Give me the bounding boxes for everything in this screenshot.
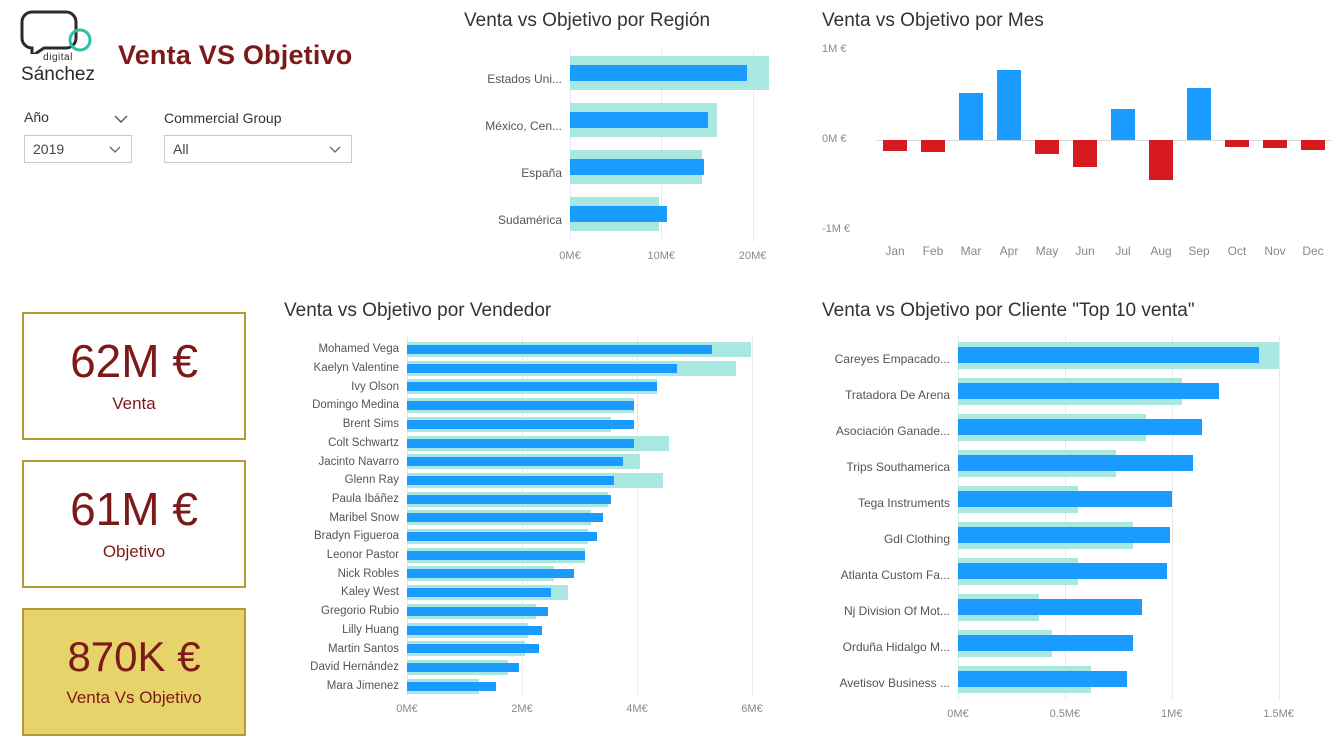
bar-variance-aug[interactable] bbox=[1149, 140, 1173, 180]
category-label: Paula Ibáñez bbox=[331, 492, 399, 505]
kpi-objetivo-value: 61M € bbox=[70, 483, 198, 535]
brand-name: Sánchez bbox=[21, 64, 95, 85]
bar-venta[interactable] bbox=[570, 159, 704, 175]
bar-venta[interactable] bbox=[407, 644, 539, 653]
axis-tick-label: Dec bbox=[1302, 244, 1324, 258]
category-label: Glenn Ray bbox=[344, 474, 399, 487]
gridline bbox=[1279, 336, 1280, 700]
kpi-venta-vs-objetivo-value: 870K € bbox=[67, 633, 201, 680]
axis-tick-label: -1M € bbox=[822, 223, 851, 235]
category-label: Kaelyn Valentine bbox=[313, 362, 399, 375]
bar-variance-dec[interactable] bbox=[1301, 140, 1325, 150]
chart-vendedor-plot bbox=[262, 330, 810, 742]
category-label: Jacinto Navarro bbox=[318, 455, 399, 468]
axis-tick-label: 1M € bbox=[822, 43, 847, 55]
bar-venta[interactable] bbox=[407, 532, 597, 541]
category-label: Orduña Hidalgo M... bbox=[842, 640, 950, 654]
bar-venta[interactable] bbox=[407, 476, 614, 485]
chart-region bbox=[430, 0, 810, 280]
bar-variance-jul[interactable] bbox=[1111, 109, 1135, 141]
brand-logo bbox=[10, 6, 106, 92]
category-label: Brent Sims bbox=[342, 418, 399, 431]
category-label: Estados Uni... bbox=[487, 71, 562, 86]
axis-tick-label: Jan bbox=[885, 244, 905, 258]
bar-venta[interactable] bbox=[407, 495, 611, 504]
chart-cliente-title: Venta vs Objetivo por Cliente "Top 10 venta" bbox=[822, 300, 1195, 321]
category-label: David Hernández bbox=[310, 661, 399, 674]
bar-venta[interactable] bbox=[407, 401, 634, 410]
category-label: Gdl Clothing bbox=[883, 532, 950, 546]
axis-tick-label: May bbox=[1035, 244, 1059, 258]
axis-tick-label: Apr bbox=[999, 244, 1019, 258]
commercial-group-slicer-value: All bbox=[173, 141, 189, 157]
kpi-objetivo-label: Objetivo bbox=[102, 542, 166, 561]
axis-tick-label: 4M€ bbox=[626, 703, 648, 716]
kpi-objetivo bbox=[22, 460, 246, 588]
bar-venta[interactable] bbox=[958, 455, 1193, 471]
bar-venta[interactable] bbox=[407, 457, 623, 466]
category-label: Tega Instruments bbox=[857, 496, 950, 510]
category-label: Leonor Pastor bbox=[326, 549, 399, 562]
bar-venta[interactable] bbox=[407, 364, 677, 373]
axis-tick-label: Sep bbox=[1188, 244, 1210, 258]
year-slicer[interactable] bbox=[24, 135, 132, 163]
category-label: Lilly Huang bbox=[342, 623, 399, 636]
bar-variance-jun[interactable] bbox=[1073, 140, 1097, 167]
commercial-group-slicer-label: Commercial Group bbox=[164, 110, 282, 126]
category-label: Mohamed Vega bbox=[318, 343, 399, 356]
axis-tick-label: 1.5M€ bbox=[1263, 708, 1294, 720]
bar-variance-jan[interactable] bbox=[883, 140, 907, 151]
bar-variance-mar[interactable] bbox=[959, 93, 983, 140]
category-label: Tratadora De Arena bbox=[845, 388, 950, 402]
bar-venta[interactable] bbox=[958, 563, 1167, 579]
category-label: Maribel Snow bbox=[329, 511, 399, 524]
axis-tick-label: 0M€ bbox=[396, 703, 418, 716]
bar-venta[interactable] bbox=[407, 626, 542, 635]
bar-venta[interactable] bbox=[407, 588, 551, 597]
category-label: Trips Southamerica bbox=[846, 460, 950, 474]
axis-tick-label: Feb bbox=[922, 244, 944, 258]
bar-venta[interactable] bbox=[407, 569, 574, 578]
year-slicer-label: Año bbox=[24, 109, 49, 125]
bar-venta[interactable] bbox=[958, 383, 1219, 399]
category-label: Careyes Empacado... bbox=[834, 352, 950, 366]
year-slicer-value: 2019 bbox=[33, 141, 65, 157]
category-label: España bbox=[521, 165, 562, 180]
brand-sub: digital bbox=[43, 52, 73, 63]
bar-venta[interactable] bbox=[958, 527, 1170, 543]
bar-venta[interactable] bbox=[407, 382, 657, 391]
bar-venta[interactable] bbox=[958, 671, 1127, 687]
chart-cliente-plot bbox=[818, 330, 1340, 742]
bar-venta[interactable] bbox=[570, 206, 667, 222]
chart-month-plot bbox=[818, 40, 1340, 280]
chevron-down-icon bbox=[107, 141, 123, 157]
gridline bbox=[752, 336, 753, 695]
chart-region-title: Venta vs Objetivo por Región bbox=[464, 10, 711, 31]
speech-bubble-logo-icon bbox=[10, 6, 106, 54]
bar-venta[interactable] bbox=[958, 599, 1142, 615]
category-label: Colt Schwartz bbox=[328, 436, 399, 449]
axis-tick-label: 1M€ bbox=[1161, 708, 1183, 720]
chart-cliente bbox=[818, 292, 1340, 752]
bar-variance-feb[interactable] bbox=[921, 140, 945, 152]
category-label: Atlanta Custom Fa... bbox=[840, 568, 950, 582]
category-label: Avetisov Business ... bbox=[839, 676, 950, 690]
page-title: Venta VS Objetivo bbox=[118, 40, 353, 70]
bar-variance-oct[interactable] bbox=[1225, 140, 1249, 147]
axis-tick-label: 0M € bbox=[822, 133, 847, 145]
category-label: Ivy Olson bbox=[351, 380, 399, 393]
category-label: Bradyn Figueroa bbox=[313, 530, 399, 543]
year-slicer-chevron-down-icon[interactable] bbox=[110, 108, 132, 130]
bar-venta[interactable] bbox=[570, 65, 747, 81]
kpi-venta-value: 62M € bbox=[70, 335, 198, 387]
bar-variance-sep[interactable] bbox=[1187, 88, 1211, 140]
chart-month bbox=[818, 0, 1340, 280]
axis-tick-label: 0M€ bbox=[947, 708, 969, 720]
bar-venta[interactable] bbox=[407, 551, 585, 560]
bar-venta[interactable] bbox=[407, 345, 712, 354]
bar-venta[interactable] bbox=[407, 420, 634, 429]
category-label: Asociación Ganade... bbox=[835, 424, 950, 438]
axis-tick-label: Mar bbox=[960, 244, 982, 258]
chart-month-title: Venta vs Objetivo por Mes bbox=[822, 10, 1044, 31]
kpi-venta-label: Venta bbox=[112, 394, 156, 413]
axis-tick-label: Oct bbox=[1227, 244, 1247, 258]
bar-variance-may[interactable] bbox=[1035, 140, 1059, 154]
category-label: Martin Santos bbox=[328, 642, 399, 655]
bar-venta[interactable] bbox=[407, 439, 634, 448]
axis-tick-label: Nov bbox=[1264, 244, 1286, 258]
category-label: Gregorio Rubio bbox=[321, 605, 399, 618]
axis-tick-label: 2M€ bbox=[511, 703, 533, 716]
chart-region-plot bbox=[430, 40, 810, 270]
axis-tick-label: 0.5M€ bbox=[1049, 708, 1081, 720]
bar-venta[interactable] bbox=[958, 491, 1172, 507]
bar-venta[interactable] bbox=[407, 607, 548, 616]
category-label: Mara Jimenez bbox=[326, 679, 399, 692]
bar-venta[interactable] bbox=[407, 513, 603, 522]
category-label: Domingo Medina bbox=[312, 399, 399, 412]
kpi-venta-vs-objetivo-label: Venta Vs Objetivo bbox=[66, 688, 202, 707]
bar-venta[interactable] bbox=[958, 635, 1133, 651]
chart-vendedor-title: Venta vs Objetivo por Vendedor bbox=[284, 300, 552, 321]
bar-venta[interactable] bbox=[570, 112, 708, 128]
bar-venta[interactable] bbox=[958, 419, 1202, 435]
commercial-group-slicer[interactable] bbox=[164, 135, 352, 163]
bar-venta[interactable] bbox=[958, 347, 1259, 363]
bar-variance-apr[interactable] bbox=[997, 70, 1021, 140]
kpi-venta bbox=[22, 312, 246, 440]
category-label: Sudamérica bbox=[497, 212, 562, 227]
category-label: Nj Division Of Mot... bbox=[843, 604, 950, 618]
axis-tick-label: Jun bbox=[1075, 244, 1095, 258]
chevron-down-icon bbox=[327, 141, 343, 157]
axis-tick-label: 6M€ bbox=[741, 703, 763, 716]
axis-tick-label: 0M€ bbox=[559, 250, 581, 262]
kpi-venta-vs-objetivo bbox=[22, 608, 246, 736]
category-label: Nick Robles bbox=[337, 567, 399, 580]
bar-variance-nov[interactable] bbox=[1263, 140, 1287, 148]
chart-vendedor bbox=[262, 292, 810, 752]
category-label: México, Cen... bbox=[485, 118, 562, 133]
axis-tick-label: Jul bbox=[1115, 244, 1131, 258]
category-label: Kaley West bbox=[341, 586, 399, 599]
bar-venta[interactable] bbox=[407, 682, 496, 691]
bar-venta[interactable] bbox=[407, 663, 519, 672]
axis-tick-label: 20M€ bbox=[738, 250, 767, 262]
axis-tick-label: Aug bbox=[1150, 244, 1172, 258]
axis-tick-label: 10M€ bbox=[647, 250, 676, 262]
